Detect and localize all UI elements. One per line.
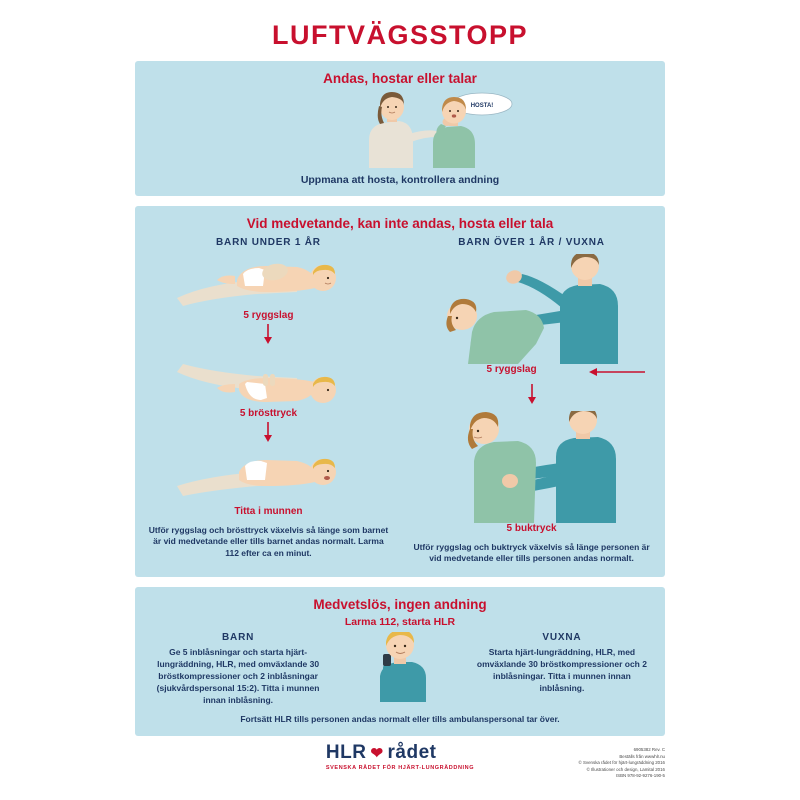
panel-unconscious-title: Medvetslös, ingen andning [313, 596, 487, 612]
illustration-adult-back-blows [410, 254, 653, 364]
column-child-adult-heading: BARN ÖVER 1 ÅR / VUXNA [458, 237, 605, 248]
illustration-infant-chest-thrusts [147, 352, 390, 408]
logo-text-left: HLR [325, 742, 367, 763]
panel-conscious-title: Vid medvetande, kan inte andas, hosta eller tala [246, 216, 554, 231]
step-1-label-row [410, 364, 653, 382]
step-label-infant-3: Titta i munnen [234, 506, 303, 517]
arrow-down-adult-1 [410, 384, 653, 409]
column-child-adult [410, 237, 653, 565]
panel-breathing-caption: Uppmana att hosta, kontrollera andning [300, 174, 500, 186]
illustration-coughing-person [147, 90, 653, 168]
arrow-down-infant-2 [147, 422, 390, 447]
column-cpr-child [147, 632, 329, 706]
note-infant: Utför ryggslag och brösttryck växelvis så länge som barnet är vid medvetande eller tills barnet andas normalt. Larma 112 efter ca en minut. [148, 525, 389, 558]
column-infant-heading: BARN UNDER 1 ÅR [216, 237, 321, 248]
illustration-emergency-call [344, 632, 455, 702]
illustration-adult-abdominal-thrusts [410, 411, 653, 523]
panel-unconscious [135, 587, 665, 736]
svg-text:HOSTA!: HOSTA! [470, 103, 494, 109]
fineprint-line-4: © Illustrationer och design, Lamital 2016 [586, 766, 665, 772]
cpr-child-heading: BARN [222, 631, 255, 643]
logo-hlr-radet [326, 742, 474, 771]
note-adult: Utför ryggslag och buktryck växelvis så länge personen är vid medvetande eller tills personen andas normalt. [413, 542, 650, 564]
cpr-adult-heading: VUXNA [542, 631, 582, 643]
column-cpr-adult [471, 632, 653, 695]
cpr-footer-note: Fortsätt HLR tills personen andas normalt eller tills ambulanspersonal tar över. [240, 714, 560, 725]
fineprint [579, 747, 665, 780]
fineprint-line-3: © Svenska rådet för hjärt-lungräddning 2016 [578, 760, 665, 766]
step-label-infant-1: 5 ryggslag [243, 310, 294, 321]
panel-breathing [135, 61, 665, 196]
illustration-infant-back-blows [147, 254, 390, 310]
column-infant [147, 237, 390, 565]
page-title: LUFTVÄGSSTOPP [271, 20, 529, 50]
fineprint-line-1: 6905382 Rev. C [633, 746, 665, 752]
step-label-infant-2: 5 brösttryck [239, 408, 298, 419]
footer [0, 742, 800, 786]
cpr-adult-body: Starta hjärt-lungräddning, HLR, med omväxlande 30 bröstkompressioner och 2 inblåsningar. Titta i munnen innan inblåsning. [476, 646, 647, 693]
panel-breathing-title: Andas, hostar eller talar [323, 71, 477, 86]
logo-text-right: rådet [387, 742, 437, 763]
step-label-adult-2: 5 buktryck [506, 523, 557, 534]
panel-conscious-obstruction [135, 206, 665, 577]
fineprint-line-5: ISBN 978-92-9276-190-5 [615, 773, 665, 779]
fineprint-line-2: Beställs från wwwhlr.nu [619, 753, 665, 759]
panel-unconscious-subtitle: Larma 112, starta HLR [344, 615, 456, 628]
cpr-child-body: Ge 5 inblåsningar och starta hjärt-lungräddning, HLR, med omväxlande 30 bröstkompressioner och 2 inblåsningar (sjukvårdspersonal 15:2). Titta i munnen innan inblåsning. [156, 646, 320, 705]
heart-icon: ❤ [370, 744, 384, 762]
arrow-down-infant-1 [147, 324, 390, 349]
illustration-infant-check-mouth [147, 450, 390, 506]
logo-subtitle: SVENSKA RÅDET FÖR HJÄRT-LUNGRÄDDNING [325, 765, 475, 771]
step-label-adult-1: 5 ryggslag [486, 364, 537, 375]
